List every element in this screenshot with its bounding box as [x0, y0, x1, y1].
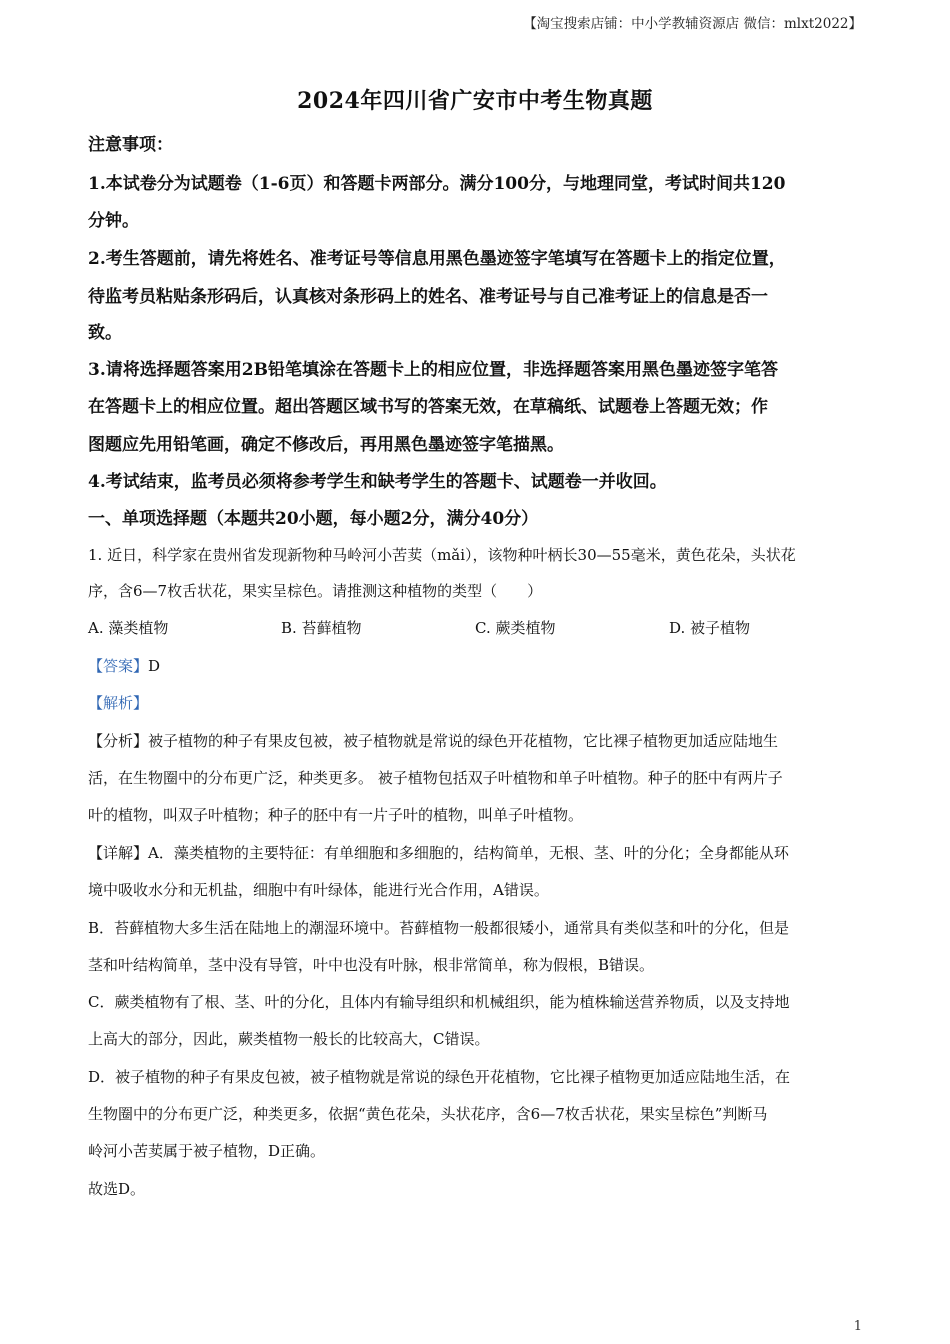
xiangjie-line — [88, 842, 868, 863]
fenxi-line — [88, 730, 868, 751]
xiangjie-text: A．藻类植物的主要特征：有单细胞和多细胞的，结构简单，无根、茎、叶的分化；全身都能从环 — [148, 844, 789, 862]
xiangjie-line: 茎和叶结构简单，茎中没有导管，叶中也没有叶脉，根非常简单，称为假根，B错误。 — [88, 956, 655, 974]
notice-line: 在答题卡上的相应位置。超出答题区域书写的答案无效，在草稿纸、试题卷上答题无效；作 — [88, 397, 768, 417]
answer-tag: 【答案】 — [88, 657, 149, 675]
fenxi-line: 叶的植物，叫双子叶植物；种子的胚中有一片子叶的植物，叫单子叶植物。 — [88, 806, 584, 824]
notice-heading: 注意事项： — [88, 135, 173, 155]
answer-line — [88, 655, 868, 676]
option-c: C. 蕨类植物 — [475, 619, 556, 637]
notice-line: 2.考生答题前，请先将姓名、准考证号等信息用黑色墨迹签字笔填写在答题卡上的指定位置， — [88, 249, 786, 269]
fenxi-text: 被子植物的种子有果皮包被，被子植物就是常说的绿色开花植物，它比裸子植物更加适应陆地生 — [148, 732, 779, 750]
notice-line: 图题应先用铅笔画，确定不修改后，再用黑色墨迹签字笔描黑。 — [88, 435, 564, 455]
answer-value: D — [148, 657, 161, 675]
option-d: D. 被子植物 — [669, 619, 751, 637]
question-line: 序，含6—7枚舌状花，果实呈棕色。请推测这种植物的类型（ ） — [88, 582, 543, 600]
header-note: 【淘宝搜索店铺：中小学教辅资源店 微信：mlxt2022】 — [523, 16, 862, 32]
xiangjie-line: 生物圈中的分布更广泛，种类更多，依据“黄色花朵，头状花序，含6—7枚舌状花，果实呈棕色”判断马 — [88, 1105, 768, 1123]
page-number: 1 — [853, 1319, 862, 1334]
notice-line: 3.请将选择题答案用2B铅笔填涂在答题卡上的相应位置，非选择题答案用黑色墨迹签字笔答 — [88, 360, 778, 380]
notice-line: 4.考试结束，监考员必须将参考学生和缺考学生的答题卡、试题卷一并收回。 — [88, 472, 667, 492]
section-heading: 一、单项选择题（本题共20小题，每小题2分，满分40分） — [88, 509, 539, 529]
analysis-tag: 【解析】 — [88, 694, 149, 712]
option-a: A. 藻类植物 — [88, 619, 169, 637]
notice-line: 分钟。 — [88, 211, 139, 231]
fenxi-line: 活，在生物圈中的分布更广泛，种类更多。 被子植物包括双子叶植物和单子叶植物。种子的胚中有两片子 — [88, 769, 783, 787]
xiangjie-line: B．苔藓植物大多生活在陆地上的潮湿环境中。苔藓植物一般都很矮小，通常具有类似茎和叶的分化，但是 — [88, 919, 790, 937]
notice-line: 1.本试卷分为试题卷（1-6页）和答题卡两部分。满分100分，与地理同堂，考试时间共120 — [88, 174, 786, 194]
question-line: 1. 近日，科学家在贵州省发现新物种马岭河小苦荬（mǎi），该物种叶柄长30—55毫米，黄色花朵，头状花 — [88, 546, 796, 564]
fenxi-tag: 【分析】 — [88, 732, 149, 750]
option-b: B. 苔藓植物 — [281, 619, 362, 637]
xiangjie-line: 岭河小苦荬属于被子植物，D正确。 — [88, 1142, 326, 1160]
xiangjie-tag: 【详解】 — [88, 844, 149, 862]
xiangjie-line: 故选D。 — [88, 1180, 146, 1198]
xiangjie-line: C．蕨类植物有了根、茎、叶的分化，且体内有输导组织和机械组织，能为植株输送营养物质，以及支持地 — [88, 993, 790, 1011]
notice-line: 致。 — [88, 323, 122, 343]
notice-line: 待监考员粘贴条形码后，认真核对条形码上的姓名、准考证号与自己准考证上的信息是否一 — [88, 287, 768, 307]
xiangjie-line: 上高大的部分，因此，蕨类植物一般长的比较高大，C错误。 — [88, 1030, 490, 1048]
page-title: 2024年四川省广安市中考生物真题 — [297, 88, 653, 114]
xiangjie-line: 境中吸收水分和无机盐，细胞中有叶绿体，能进行光合作用，A错误。 — [88, 881, 549, 899]
xiangjie-line: D．被子植物的种子有果皮包被，被子植物就是常说的绿色开花植物，它比裸子植物更加适应陆地生活，在 — [88, 1068, 791, 1086]
